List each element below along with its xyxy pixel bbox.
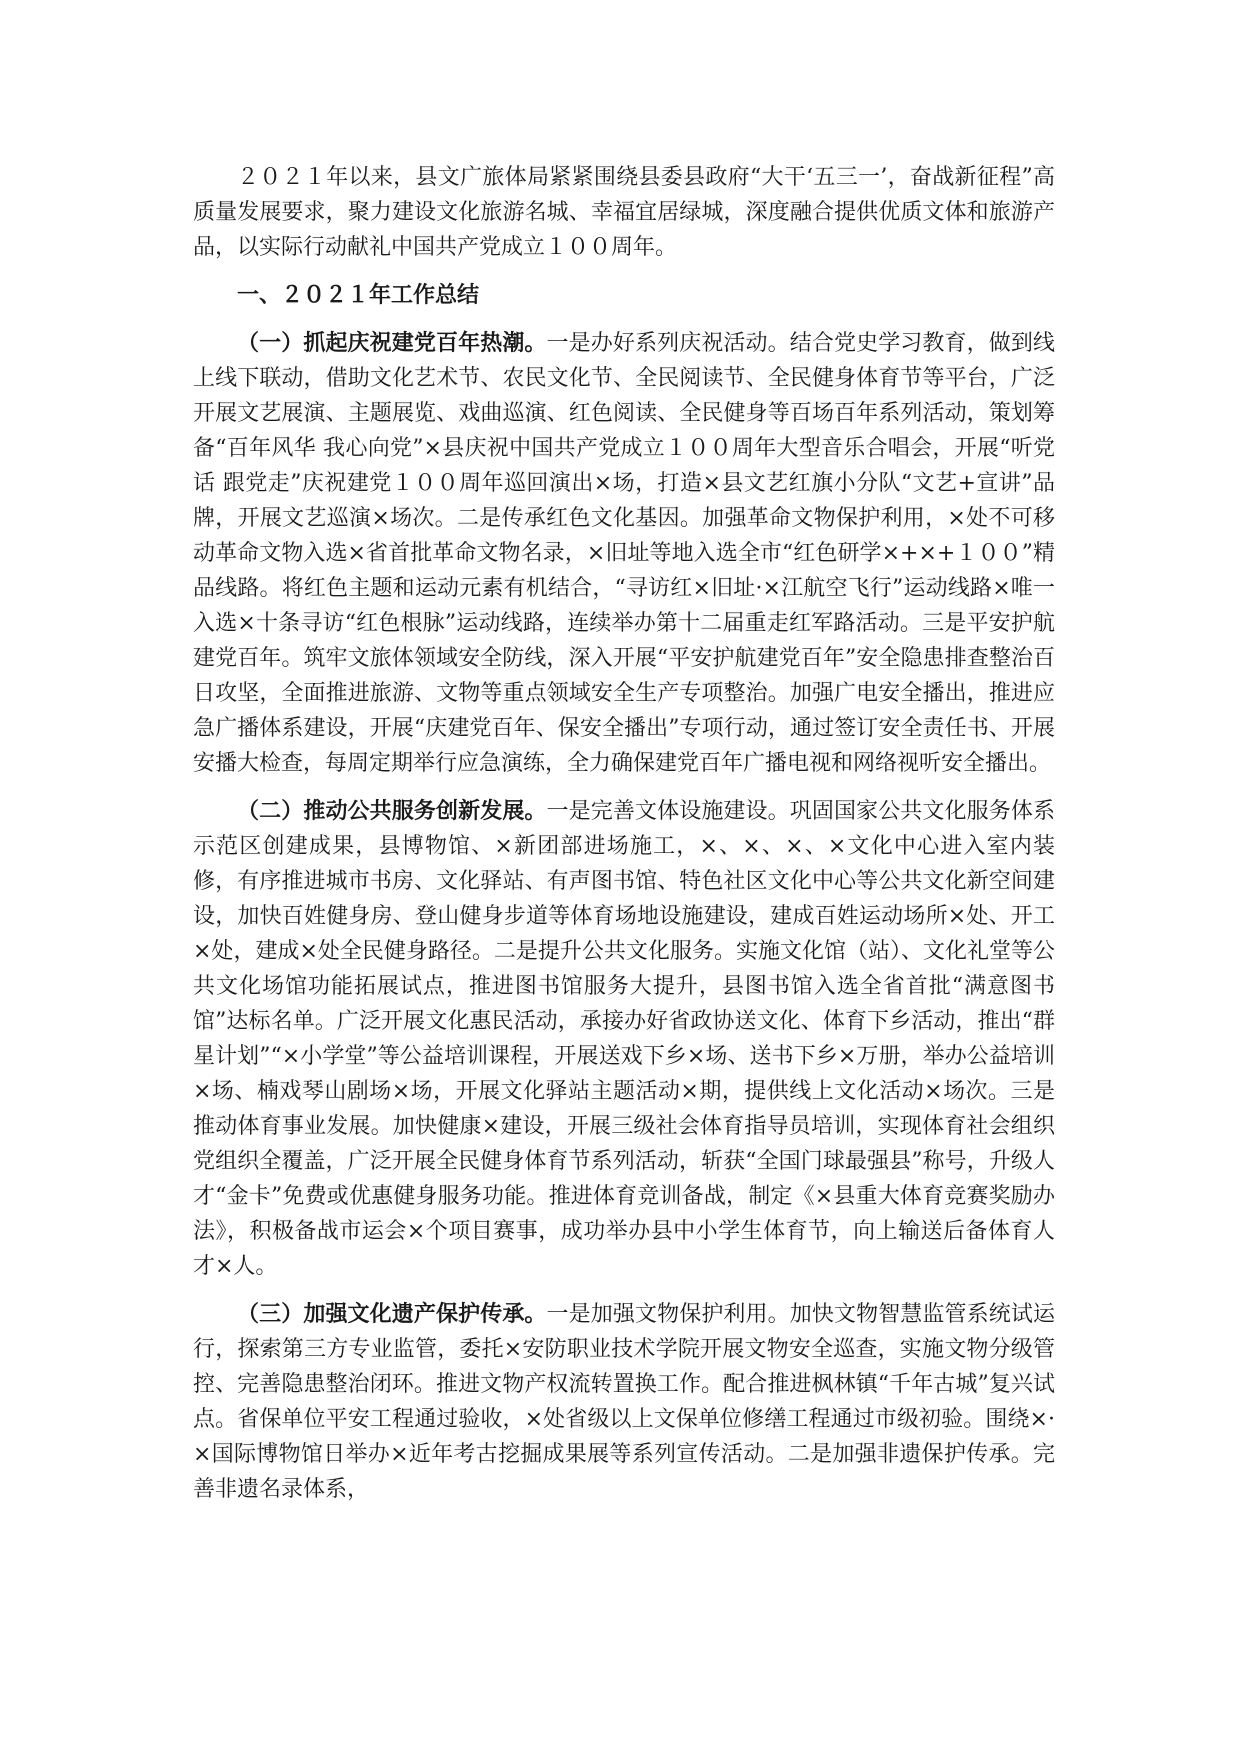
document-page bbox=[193, 160, 1055, 1520]
section-heading: 一、２０２１年工作总结 bbox=[237, 282, 480, 308]
paragraph-lead: （二）推动公共服务创新发展。 bbox=[237, 798, 547, 824]
intro-paragraph: ２０２１年以来，县文广旅体局紧紧围绕县委县政府“大干‘五三一’，奋战新征程”高质量发展要求，聚力建设文化旅游名城、幸福宜居绿城，深度融合提供优质文体和旅游产品，以实际行动献礼中国共产党成立１００周年。 bbox=[193, 165, 1055, 260]
paragraph-lead: （三）加强文化遗产保护传承。 bbox=[237, 1301, 547, 1327]
paragraph-3 bbox=[193, 1297, 1055, 1507]
paragraph-2 bbox=[193, 794, 1055, 1284]
paragraph-lead: （一）抓起庆祝建党百年热潮。 bbox=[237, 330, 547, 356]
paragraph-1 bbox=[193, 326, 1055, 781]
paragraph-body: 一是加强文物保护利用。加快文物智慧监管系统试运行，探索第三方专业监管，委托×安防职业技术学院开展文物安全巡查，实施文物分级管控、完善隐患整治闭环。推进文物产权流转置换工作。配合推进枫林镇“千年古城”复兴试点。省保单位平安工程通过验收，×处省级以上文保单位修缮工程通过市级初验。围绕×·×国际博物馆日举办×近年考古挖掘成果展等系列宣传活动。二是加强非遗保护传承。完善非遗名录体系， bbox=[193, 1302, 1055, 1502]
paragraph-body: 一是办好系列庆祝活动。结合党史学习教育，做到线上线下联动，借助文化艺术节、农民文化节、全民阅读节、全民健身体育节等平台，广泛开展文艺展演、主题展览、戏曲巡演、红色阅读、全民健身等百场百年系列活动，策划筹备“百年风华 我心向党”×县庆祝中国共产党成立１００周年大型音乐合唱会，开展“听党话 跟党走”庆祝建党１００周年巡回演出×场，打造×县文艺红旗小分队“文艺+宣讲”品牌，开展文艺巡演×场次。二是传承红色文化基因。加强革命文物保护利用，×处不可移动革命文物入选×省首批革命文物名录，×旧址等地入选全市“红色研学×+×+１００”精品线路。将红色主题和运动元素有机结合，“寻访红×旧址·×江航空飞行”运动线路×唯一入选×十条寻访“红色根脉”运动线路，连续举办第十二届重走红军路活动。三是平安护航建党百年。筑牢文旅体领域安全防线，深入开展“平安护航建党百年”安全隐患排查整治百日攻坚，全面推进旅游、文物等重点领域安全生产专项整治。加强广电安全播出，推进应急广播体系建设，开展“庆建党百年、保安全播出”专项行动，通过签订安全责任书、开展安播大检查，每周定期举行应急演练，全力确保建党百年广播电视和网络视听安全播出。 bbox=[193, 331, 1055, 776]
paragraph-body: 一是完善文体设施建设。巩固国家公共文化服务体系示范区创建成果，县博物馆、×新团部进场施工，×、×、×、×文化中心进入室内装修，有序推进城市书房、文化驿站、有声图书馆、特色社区文化中心等公共文化新空间建设，加快百姓健身房、登山健身步道等体育场地设施建设，建成百姓运动场所×处、开工×处，建成×处全民健身路径。二是提升公共文化服务。实施文化馆（站）、文化礼堂等公共文化场馆功能拓展试点，推进图书馆服务大提升，县图书馆入选全省首批“满意图书馆”达标名单。广泛开展文化惠民活动，承接办好省政协送文化、体育下乡活动，推出“群星计划”“×小学堂”等公益培训课程，开展送戏下乡×场、送书下乡×万册，举办公益培训×场、楠戏琴山剧场×场，开展文化驿站主题活动×期，提供线上文化活动×场次。三是推动体育事业发展。加快健康×建设，开展三级社会体育指导员培训，实现体育社会组织党组织全覆盖，广泛开展全民健身体育节系列活动，斩获“全国门球最强县”称号，升级人才“金卡”免费或优惠健身服务功能。推进体育竞训备战，制定《×县重大体育竞赛奖励办法》，积极备战市运会×个项目赛事，成功举办县中小学生体育节，向上输送后备体育人才×人。 bbox=[193, 799, 1055, 1279]
